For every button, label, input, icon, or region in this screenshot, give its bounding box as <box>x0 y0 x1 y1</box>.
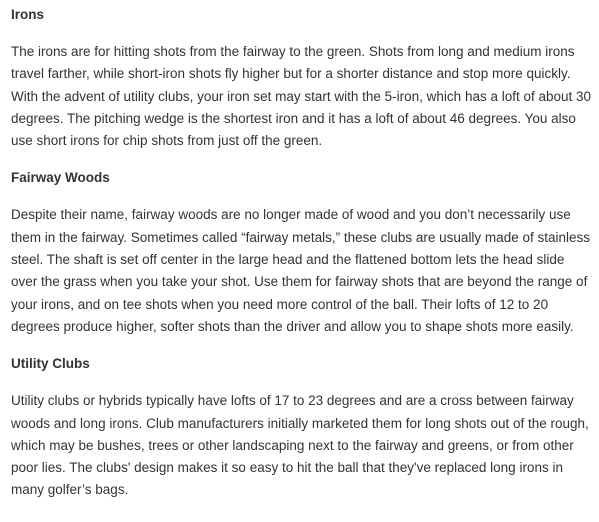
section-heading-fairway-woods: Fairway Woods <box>11 170 110 186</box>
section-body-irons: The irons are for hitting shots from the fairway to the green. Shots from long and medium irons travel farther, while short-iron shots fly higher but for a shorter distance and stop more quickly. With the advent of utility clubs, your iron set may start with the 5-iron, which has a loft of about 30 degrees. The pitching wedge is the shortest iron and it has a loft of about 46 degrees. You also use short irons for chip shots from just off the green. <box>11 44 592 149</box>
section-body-utility-clubs: Utility clubs or hybrids typically have lofts of 17 to 23 degrees and are a cross between fairway woods and long irons. Club manufacturers initially marketed them for long shots out of the rough, which may be bushes, trees or other landscaping next to the fairway and greens, or from other poor lies. The clubs' design makes it so easy to hit the ball that they've replaced long irons in many golfer’s bags. <box>11 393 589 498</box>
section-heading-utility-clubs: Utility Clubs <box>11 356 90 372</box>
section-heading-irons: Irons <box>11 7 45 22</box>
section-body-fairway-woods: Despite their name, fairway woods are no longer made of wood and you don’t necessarily use them in the fairway. Sometimes called “fairway metals,” these clubs are usually made of stainless steel. The shaft is set off center in the large head and the flattened bottom lets the head slide over the grass when you take your shot. Use them for fairway shots that are beyond the range of your irons, and on tee shots when you need more control of the ball. Their lofts of 12 to 20 degrees produce higher, softer shots than the driver and allow you to shape shots more easily. <box>11 207 590 334</box>
